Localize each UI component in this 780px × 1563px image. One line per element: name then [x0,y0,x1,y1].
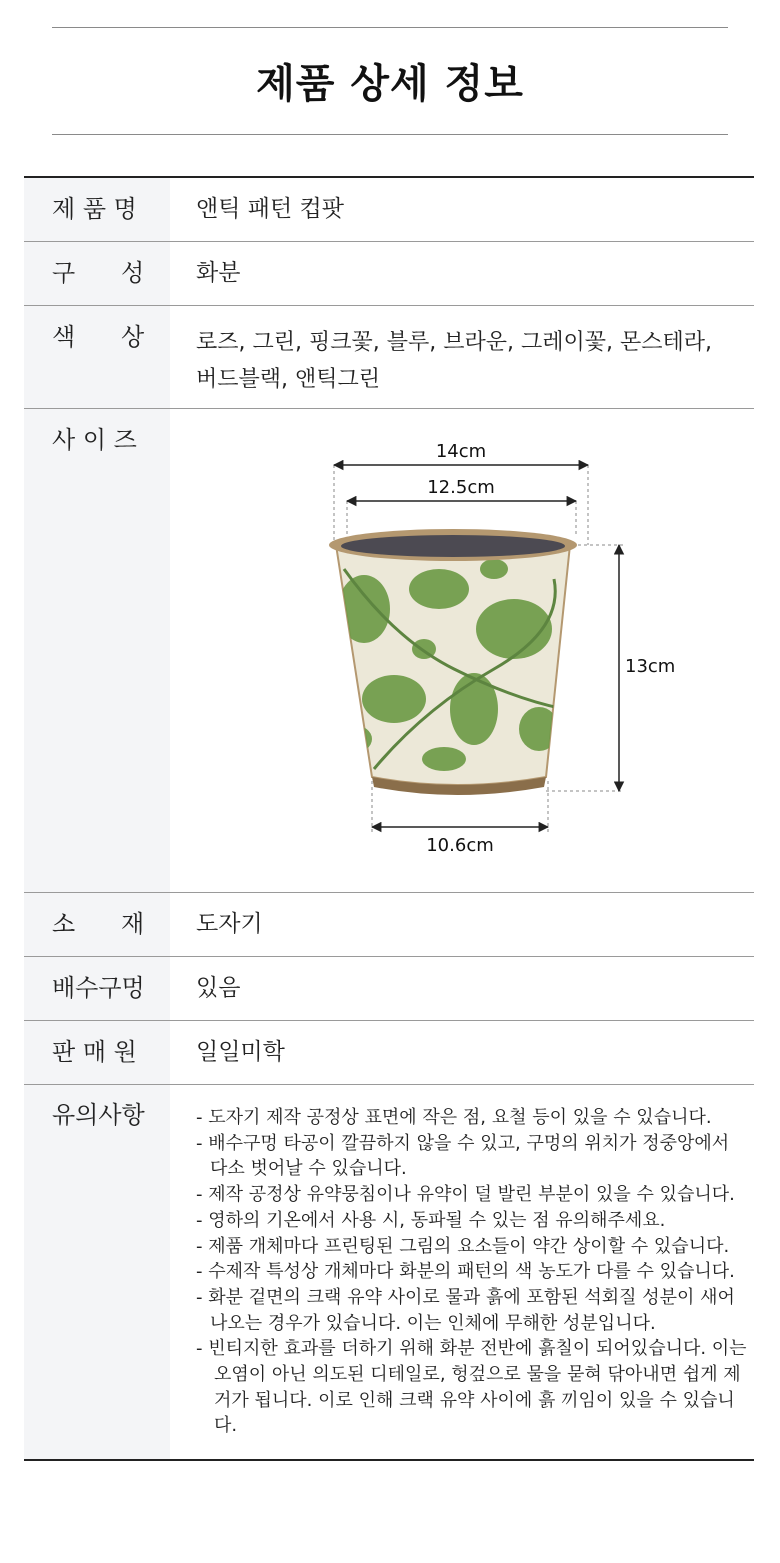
row-label: 제 품 명 [24,178,170,241]
row-composition [24,242,754,306]
row-material [24,893,754,957]
flower-pot-image [329,529,577,795]
top-rule [52,27,728,28]
row-value: 일일미학 [196,1039,285,1065]
row-label: 구 성 [24,242,170,305]
dim-label-top-inner: 12.5cm [427,477,495,498]
row-label: 판 매 원 [24,1021,170,1084]
caution-item: - 화분 겉면의 크랙 유약 사이로 물과 흙에 포함된 석회질 성분이 새어 나오는 경우가 있습니다. 이는 인체에 무해한 성분입니다. [196,1286,735,1334]
row-size [24,409,754,893]
caution-item: - 제작 공정상 유약뭉침이나 유약이 덜 발린 부분이 있을 수 있습니다. [196,1184,735,1206]
row-value: 앤틱 패턴 컵팟 [196,196,344,222]
color-line-1: 로즈, 그린, 핑크꽃, 블루, 브라운, 그레이꽃, 몬스테라, [196,330,712,355]
caution-item: - 수제작 특성상 개체마다 화분의 패턴의 색 농도가 다를 수 있습니다. [196,1261,735,1283]
row-product-name [24,178,754,242]
caution-list [196,1105,752,1439]
caution-item: - 영하의 기온에서 사용 시, 동파될 수 있는 점 유의해주세요. [196,1209,666,1231]
title-rule [52,134,728,135]
row-value: 있음 [196,975,241,1001]
row-color [24,306,754,409]
row-value [170,1085,754,1459]
row-label: 소 재 [24,893,170,956]
row-label: 유의사항 [24,1085,170,1459]
spec-table [24,176,754,1461]
caution-item: - 배수구멍 타공이 깔끔하지 않을 수 있고, 구멍의 위치가 정중앙에서 다소 벗어날 수 있습니다. [196,1132,730,1180]
row-caution [24,1085,754,1461]
row-label: 색 상 [24,306,170,408]
color-line-2: 버드블랙, 앤틱그린 [196,367,381,392]
caution-item: - 빈티지한 효과를 더하기 위해 화분 전반에 흙칠이 되어있습니다. 이는 오염이 아닌 의도된 디테일로, 헝겊으로 물을 묻혀 닦아내면 쉽게 제거가 됩니다. 이로 인해 크랙 유약 사이에 흙 끼임이 있을 수 있습니다. [196,1338,747,1437]
dim-label-top-outer: 14cm [435,441,487,462]
caution-item: - 제품 개체마다 프린팅된 그림의 요소들이 약간 상이할 수 있습니다. [196,1235,730,1257]
row-seller [24,1021,754,1085]
row-value: 화분 [196,260,241,286]
row-drain-hole [24,957,754,1021]
row-value: 도자기 [196,911,263,937]
row-value [170,306,754,408]
row-label: 배수구멍 [24,957,170,1020]
page-title: 제품 상세 정보 [256,61,524,107]
dim-label-bottom: 10.6cm [426,835,494,856]
caution-item: - 도자기 제작 공정상 표면에 작은 점, 요철 등이 있을 수 있습니다. [196,1107,712,1128]
dim-label-height: 13cm [625,656,676,677]
row-label: 사 이 즈 [24,409,170,892]
pot-dimension-figure [194,409,754,891]
